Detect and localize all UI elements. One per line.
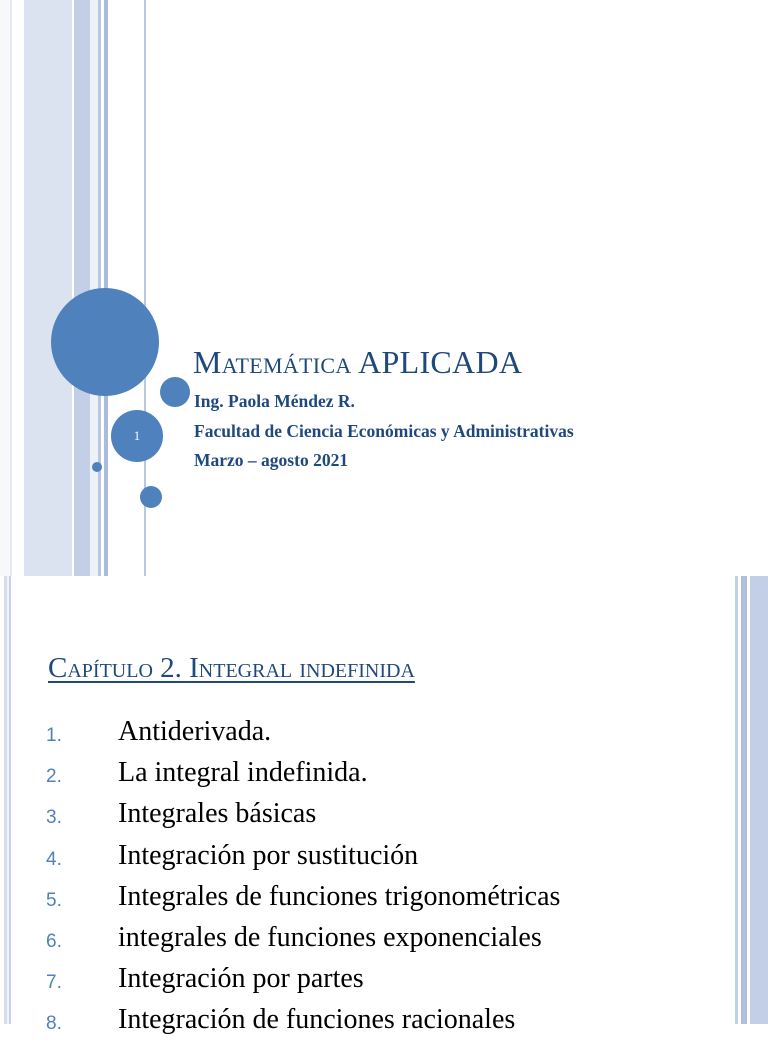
chapter-slide bbox=[0, 576, 768, 1024]
topic-text: Integración por partes bbox=[118, 963, 364, 995]
topic-number: 6. bbox=[46, 930, 62, 952]
decor-stripe bbox=[9, 576, 11, 1024]
topic-number: 4. bbox=[46, 848, 62, 870]
presenter-name: Ing. Paola Méndez R. bbox=[194, 391, 355, 411]
course-period: Marzo – agosto 2021 bbox=[194, 450, 349, 470]
slide-number: 1 bbox=[133, 428, 141, 443]
presentation-title: Matemática APLICADA bbox=[193, 344, 523, 380]
topic-text: Antiderivada. bbox=[118, 716, 272, 747]
topic-text: Integración por sustitución bbox=[118, 839, 419, 871]
topic-number: 8. bbox=[46, 1013, 62, 1035]
decor-circle-medium bbox=[160, 377, 190, 407]
topic-text: Integrales de funciones trigonométricas bbox=[118, 880, 561, 912]
topic-text: La integral indefinida. bbox=[118, 757, 368, 789]
topic-text: integrales de funciones exponenciales bbox=[118, 921, 542, 953]
decor-stripe bbox=[10, 0, 12, 576]
faculty-name: Facultad de Ciencia Económicas y Administrativas bbox=[194, 421, 574, 441]
chapter-title: Capítulo 2. Integral indefinida bbox=[48, 652, 415, 684]
decor-stripe bbox=[74, 0, 90, 576]
decor-stripe bbox=[750, 576, 768, 1024]
topic-number: 2. bbox=[46, 766, 62, 788]
topic-text: Integración de funciones racionales bbox=[118, 1004, 516, 1036]
topic-number: 3. bbox=[46, 807, 62, 829]
topic-number: 1. bbox=[46, 725, 62, 746]
decor-circle-tiny bbox=[92, 462, 102, 472]
topic-number: 5. bbox=[46, 889, 62, 911]
topic-text: Integrales básicas bbox=[118, 798, 317, 830]
topic-number: 7. bbox=[46, 972, 62, 994]
decor-circle-small bbox=[140, 486, 162, 508]
decor-circle-large bbox=[51, 288, 159, 396]
decor-stripe bbox=[24, 0, 72, 576]
decor-stripe bbox=[0, 0, 10, 576]
